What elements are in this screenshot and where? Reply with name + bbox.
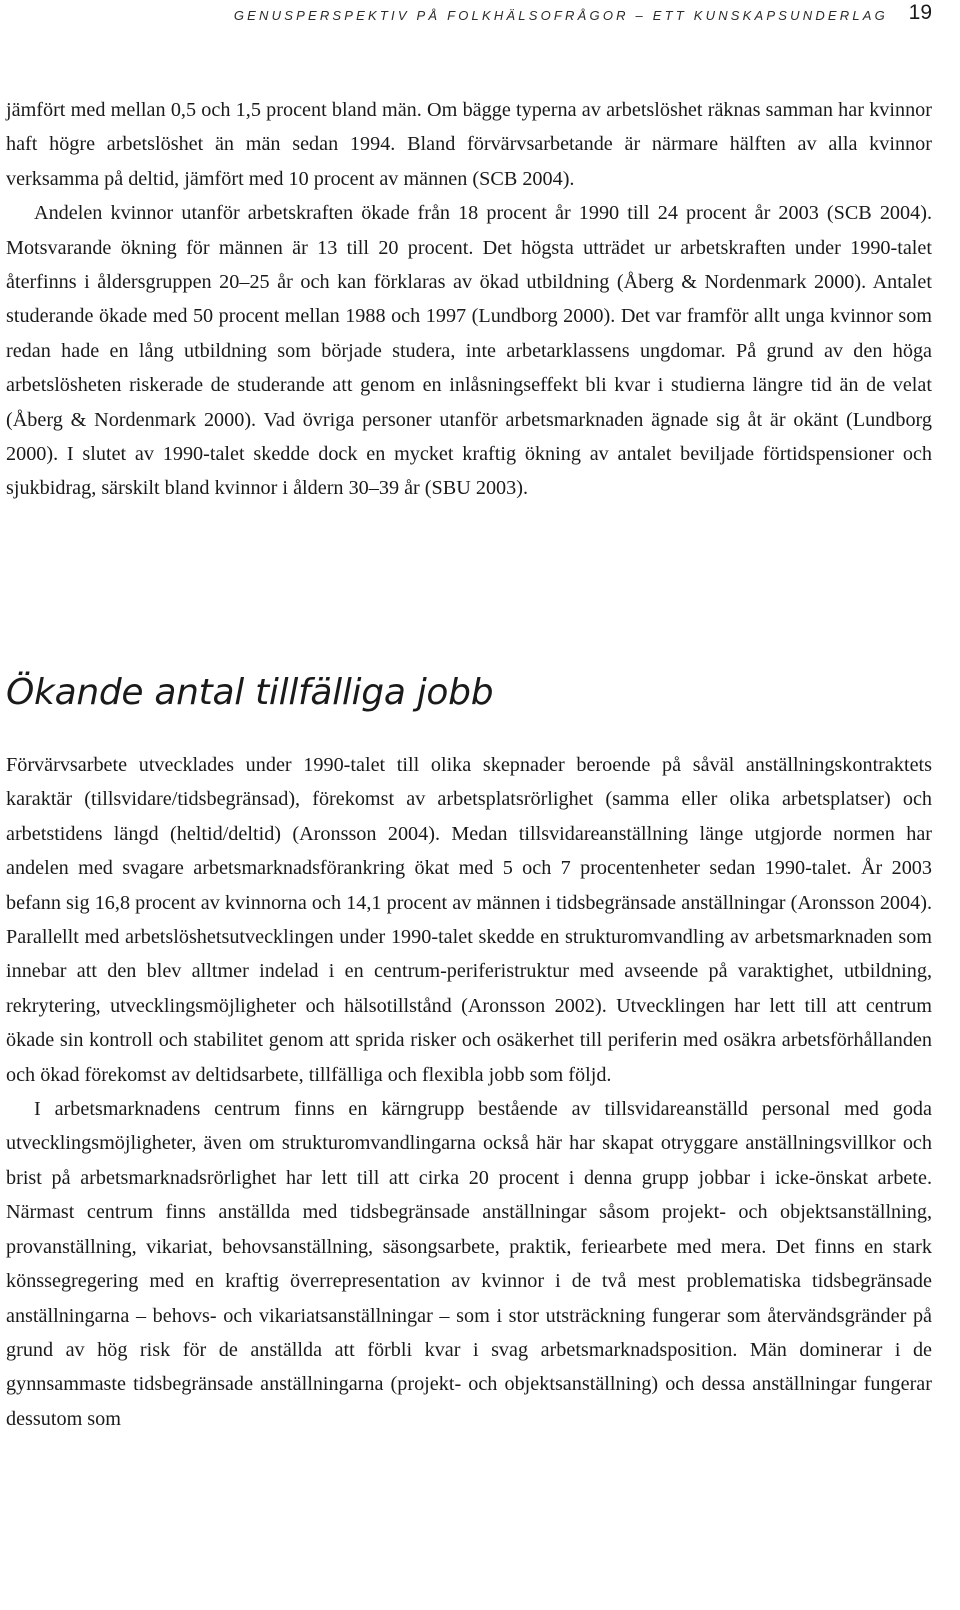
page-number: 19: [908, 1, 932, 24]
running-title: GENUSPERSPEKTIV PÅ FOLKHÄLSOFRÅGOR – ETT KUNSKAPSUNDERLAG: [233, 8, 888, 23]
running-header: [0, 0, 960, 40]
section-heading: Ökande antal tillfälliga jobb: [6, 672, 494, 713]
body-paragraph: Förvärvsarbete utvecklades under 1990-talet till olika skepnader beroende på såväl anställningskontraktets karaktär (tillsvidare/tidsbegränsad), förekomst av arbetsplatsrörlighet (samma eller olika arbetsplatser) och arbetstidens längd (heltid/deltid) (Aronsson 2004). Medan tillsvidareanställning länge utgjorde normen har andelen med svagare arbetsmarknadsförankring ökat med 5 och 7 procentenheter sedan 1990-talet. År 2003 befann sig 16,8 procent av kvinnorna och 14,1 procent av männen i tidsbegränsade anställningar (Aronsson 2004). Parallellt med arbetslöshetsutvecklingen under 1990-talet skedde en strukturomvandling av arbetsmarknaden som innebar att den blev alltmer indelad i en centrum-periferistruktur med avseende på varaktighet, utbildning, rekrytering, utvecklingsmöjligheter och hälsotillstånd (Aronsson 2002). Utvecklingen har lett till att centrum ökade sin kontroll och stabilitet genom att sprida risker och osäkerhet till periferin med osäkra arbetsförhållanden och ökad förekomst av deltidsarbete, tillfälliga och flexibla jobb som följd.: [6, 754, 932, 1086]
intro-text: [6, 93, 932, 506]
section-text: [6, 748, 932, 1436]
body-paragraph: Andelen kvinnor utanför arbetskraften ökade från 18 procent år 1990 till 24 procent år 2003 (SCB 2004). Motsvarande ökning för männen är 13 till 20 procent. Det högsta utträdet ur arbetskraften under 1990-talet återfinns i åldersgruppen 20–25 år och kan förklaras av ökad utbildning (Åberg & Nordenmark 2000). Antalet studerande ökade med 50 procent mellan 1988 och 1997 (Lundborg 2000). Det var framför allt unga kvinnor som redan hade en lång utbildning som började studera, inte arbetarklassens ungdomar. På grund av den höga arbetslösheten riskerade de studerande att genom en inlåsningseffekt bli kvar i studierna längre tid än de velat (Åberg & Nordenmark 2000). Vad övriga personer utanför arbetsmarknaden ägnade sig åt är okänt (Lundborg 2000). I slutet av 1990-talet skedde dock en mycket kraftig ökning av antalet beviljade förtidspensioner och sjukbidrag, särskilt bland kvinnor i åldern 30–39 år (SBU 2003).: [6, 202, 932, 500]
body-paragraph: I arbetsmarknadens centrum finns en kärngrupp bestående av tillsvidareanställd personal med goda utvecklingsmöjligheter, även om strukturomvandlingarna också här har skapat otryggare anställningsvillkor och brist på arbetsmarknadsrörlighet har lett till att cirka 20 procent i denna grupp jobbar i icke-önskat arbete. Närmast centrum finns anställda med tidsbegränsade anställningar såsom projekt- och objektsanställning, provanställning, vikariat, behovsanställning, säsongsarbete, praktik, feriearbete med mera. Det finns en stark könssegregering med en kraftig överrepresentation av kvinnor i de två mest problematiska tidsbegränsade anställningarna – behovs- och vikariatsanställningar – som i stor utsträckning fungerar som återvändsgränder på grund av hög risk för de anställda att förbli kvar i svag arbetsmarknadsposition. Män dominerar i de gynnsammaste tidsbegränsade anställningarna (projekt- och objektsanställning) och dessa anställningar fungerar dessutom som: [6, 1098, 932, 1430]
body-paragraph: jämfört med mellan 0,5 och 1,5 procent bland män. Om bägge typerna av arbetslöshet räknas samman har kvinnor haft högre arbetslöshet än män sedan 1994. Bland förvärvsarbetande är närmare hälften av alla kvinnor verksamma på deltid, jämfört med 10 procent av männen (SCB 2004).: [6, 99, 932, 190]
